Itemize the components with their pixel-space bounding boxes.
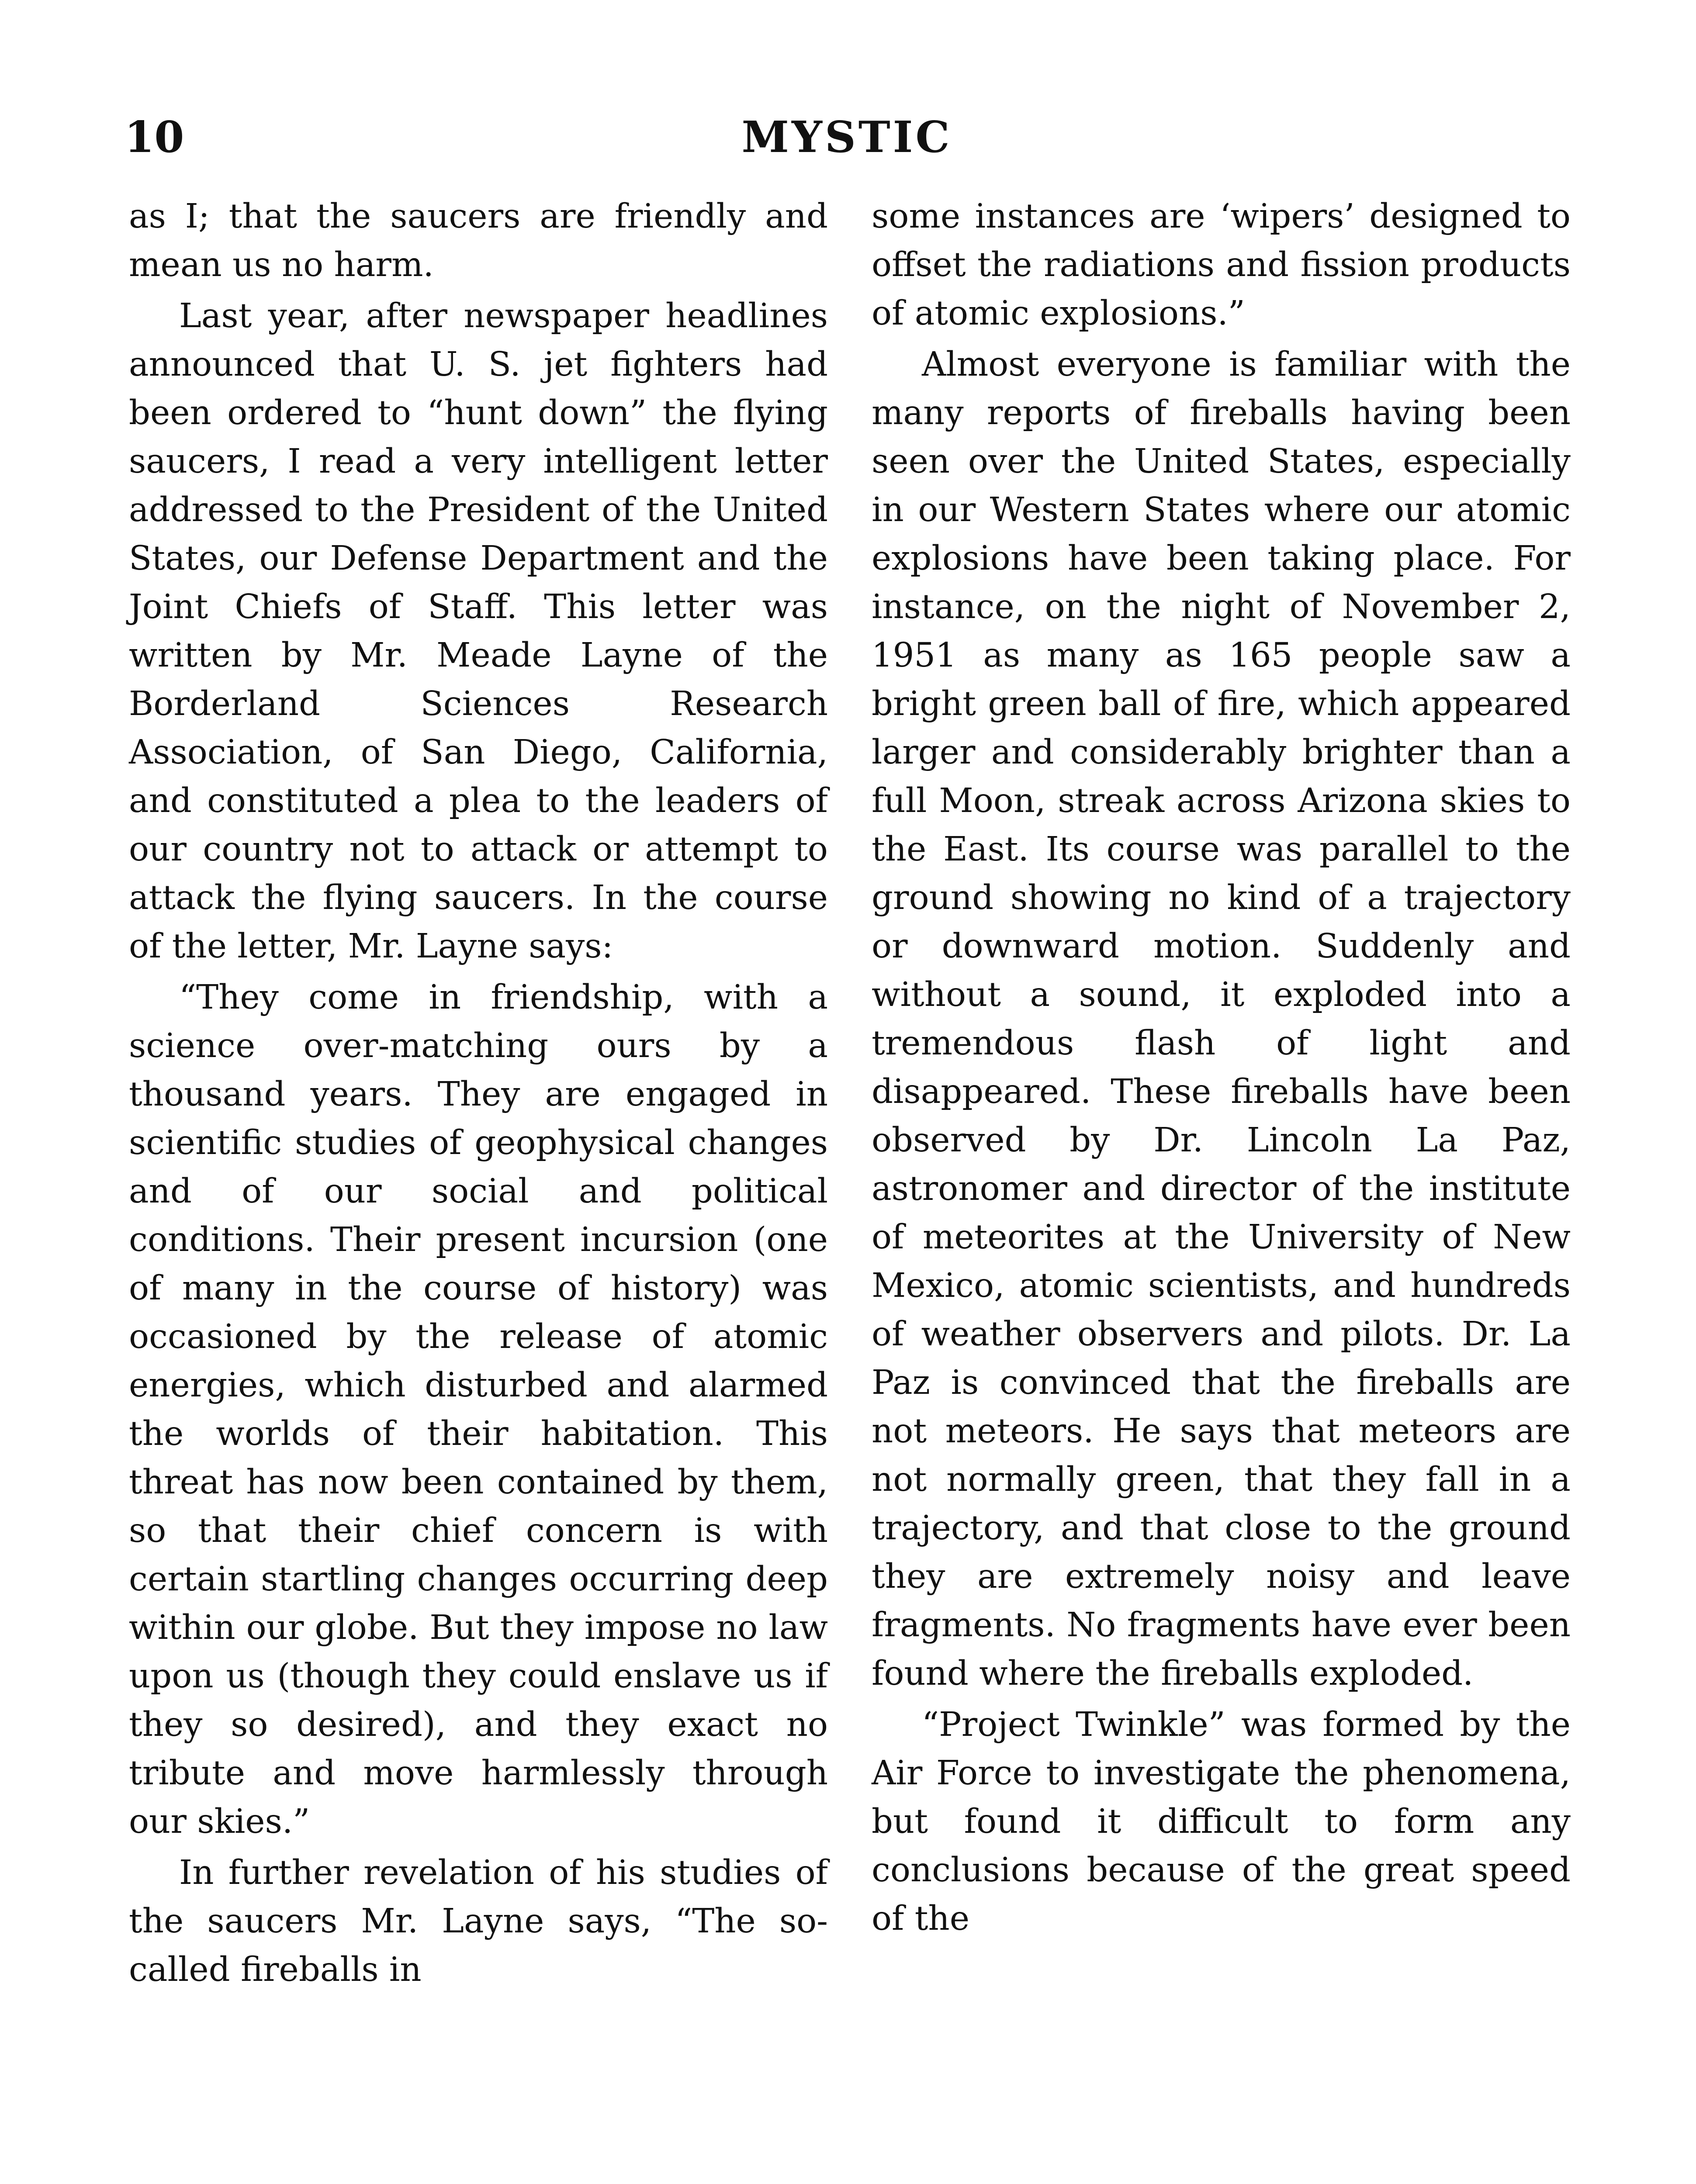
paragraph: Last year, after newspaper headlines announced that U. S. jet fighters had been ordered to “hunt down” the flying saucers, I read a very intelligent letter addressed to the President of the United States, our Defense Department and the Joint Chiefs of Staff. This letter was written by Mr. Meade Layne of the Borderland Sciences Research Association, of San Diego, California, and constituted a plea to the leaders of our country not to attack or attempt to attack the flying saucers. In the course of the letter, Mr. Layne says:	[129, 297, 828, 966]
left-text-column	[129, 192, 828, 1997]
page-number: 10	[125, 112, 184, 162]
quote-paragraph: “They come in friendship, with a science over-matching ours by a thousand years. They are engaged in scientific studies of geophysical changes and of our social and political conditions. Their present incursion (one of many in the course of history) was occasioned by the release of atomic energies, which disturbed and alarmed the worlds of their habitation. This threat has now been contained by them, so that their chief concern is with certain startling changes occurring deep within our globe. But they impose no law upon us (though they could enslave us if they so desired), and they exact no tribute and move harmlessly through our skies.”	[129, 978, 828, 1841]
magazine-title: MYSTIC	[741, 112, 952, 162]
paragraph: “Project Twinkle” was formed by the Air Force to investigate the phenomena, but found it difficult to form any conclusions because of the great speed of the	[872, 1705, 1571, 1938]
paragraph: as I; that the saucers are friendly and mean us no harm.	[129, 197, 828, 284]
paragraph: In further revelation of his studies of the saucers Mr. Layne says, “The so-called fireballs in	[129, 1853, 828, 1989]
paragraph: some instances are ‘wipers’ designed to offset the radiations and fission products of atomic explosions.”	[872, 197, 1571, 333]
page-header	[125, 107, 1569, 168]
paragraph: Almost everyone is familiar with the many reports of fireballs having been seen over the United States, especially in our Western States where our atomic explosions have been taking place. For instance, on the night of November 2, 1951 as many as 165 people saw a bright green ball of fire, which appeared larger and considerably brighter than a full Moon, streak across Arizona skies to the East. Its course was parallel to the ground showing no kind of a trajectory or downward motion. Suddenly and without a sound, it exploded into a tremendous flash of light and disappeared. These fireballs have been observed by Dr. Lincoln La Paz, astronomer and director of the institute of meteorites at the University of New Mexico, atomic scientists, and hundreds of weather observers and pilots. Dr. La Paz is convinced that the fireballs are not meteors. He says that meteors are not normally green, that they fall in a trajectory, and that close to the ground they are extremely noisy and leave fragments. No fragments have ever been found where the fireballs exploded.	[872, 345, 1571, 1693]
right-text-column	[872, 192, 1571, 1946]
